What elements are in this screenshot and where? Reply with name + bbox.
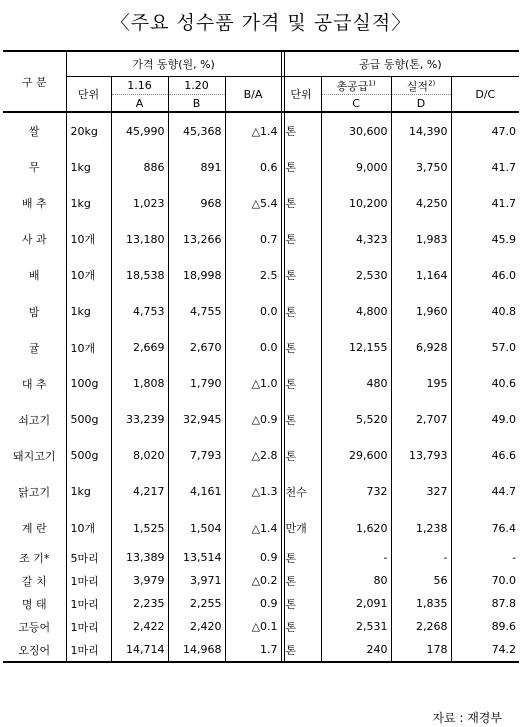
header-total-supply: 총공급$^{1)}$ bbox=[321, 77, 391, 95]
row-value-a: 2,422 bbox=[111, 615, 168, 638]
row-price-unit: 100g bbox=[66, 366, 111, 402]
row-value-dc: 70.0 bbox=[451, 569, 519, 592]
row-item: 귤 bbox=[28, 341, 40, 355]
row-value-ba: 0.6 bbox=[225, 149, 281, 185]
row-supply-unit: 톤 bbox=[281, 330, 321, 366]
row-item: 갈 치 bbox=[21, 574, 47, 588]
row-price-unit: 1kg bbox=[66, 185, 111, 221]
row-value-ba: △0.2 bbox=[225, 569, 281, 592]
row-supply-unit: 톤 bbox=[281, 638, 321, 662]
table-row bbox=[3, 474, 519, 510]
row-value-dc: 76.4 bbox=[451, 510, 519, 546]
row-supply-unit: 톤 bbox=[281, 592, 321, 615]
row-value-a: 2,235 bbox=[111, 592, 168, 615]
row-value-dc: 40.6 bbox=[451, 366, 519, 402]
row-value-b: 13,266 bbox=[168, 221, 225, 257]
row-value-c: 30,600 bbox=[321, 112, 391, 149]
row-value-b: 3,971 bbox=[168, 569, 225, 592]
table-body bbox=[3, 112, 519, 662]
row-value-d: 327 bbox=[391, 474, 451, 510]
row-supply-unit: 톤 bbox=[281, 293, 321, 329]
row-supply-unit: 천수 bbox=[281, 474, 321, 510]
row-value-ba: △1.0 bbox=[225, 366, 281, 402]
row-value-b: 968 bbox=[168, 185, 225, 221]
header-category: 구 분 bbox=[3, 51, 66, 112]
row-item: 배 추 bbox=[21, 197, 47, 211]
row-value-dc: 49.0 bbox=[451, 402, 519, 438]
row-value-c: 4,323 bbox=[321, 221, 391, 257]
row-value-a: 3,979 bbox=[111, 569, 168, 592]
header-supply-group: 공급 동향(톤, %) bbox=[281, 51, 519, 77]
row-value-a: 13,389 bbox=[111, 546, 168, 569]
table-row bbox=[3, 221, 519, 257]
table-row bbox=[3, 592, 519, 615]
row-price-unit: 10개 bbox=[66, 221, 111, 257]
row-value-dc: 47.0 bbox=[451, 112, 519, 149]
row-value-c: 29,600 bbox=[321, 438, 391, 474]
page-title: 〈주요 성수품 가격 및 공급실적〉 bbox=[110, 12, 412, 34]
row-item: 계 란 bbox=[21, 522, 47, 536]
table-row bbox=[3, 366, 519, 402]
table-row bbox=[3, 112, 519, 149]
header-actual: 실적$^{2)}$ bbox=[391, 77, 451, 95]
row-value-ba: △1.4 bbox=[225, 112, 281, 149]
row-value-a: 14,714 bbox=[111, 638, 168, 662]
row-value-b: 2,420 bbox=[168, 615, 225, 638]
row-value-c: - bbox=[321, 546, 391, 569]
row-item: 대 추 bbox=[21, 377, 47, 391]
row-value-a: 886 bbox=[111, 149, 168, 185]
row-price-unit: 5마리 bbox=[66, 546, 111, 569]
header-col-c: C bbox=[321, 95, 391, 113]
row-value-a: 4,753 bbox=[111, 293, 168, 329]
row-price-unit: 1kg bbox=[66, 149, 111, 185]
row-value-dc: 46.6 bbox=[451, 438, 519, 474]
row-value-ba: 0.0 bbox=[225, 330, 281, 366]
row-price-unit: 500g bbox=[66, 402, 111, 438]
row-value-b: 32,945 bbox=[168, 402, 225, 438]
row-value-ba: △1.3 bbox=[225, 474, 281, 510]
row-supply-unit: 톤 bbox=[281, 366, 321, 402]
table-row bbox=[3, 330, 519, 366]
row-value-a: 45,990 bbox=[111, 112, 168, 149]
row-value-a: 1,525 bbox=[111, 510, 168, 546]
row-value-ba: 0.9 bbox=[225, 546, 281, 569]
row-item: 닭고기 bbox=[18, 485, 51, 499]
row-value-dc: - bbox=[451, 546, 519, 569]
row-value-ba: 1.7 bbox=[225, 638, 281, 662]
row-value-d: 178 bbox=[391, 638, 451, 662]
row-item: 명 태 bbox=[21, 597, 47, 611]
row-supply-unit: 톤 bbox=[281, 149, 321, 185]
row-price-unit: 1마리 bbox=[66, 638, 111, 662]
row-supply-unit: 톤 bbox=[281, 402, 321, 438]
row-value-c: 732 bbox=[321, 474, 391, 510]
row-price-unit: 10개 bbox=[66, 510, 111, 546]
row-value-b: 4,755 bbox=[168, 293, 225, 329]
header-date1: 1.16 bbox=[111, 77, 168, 95]
header-price-unit: 단위 bbox=[66, 77, 111, 113]
row-value-b: 4,161 bbox=[168, 474, 225, 510]
row-value-d: 13,793 bbox=[391, 438, 451, 474]
row-value-b: 2,670 bbox=[168, 330, 225, 366]
row-value-a: 1,023 bbox=[111, 185, 168, 221]
row-item: 고등어 bbox=[18, 620, 51, 634]
header-price-group: 가격 동향(원, %) bbox=[66, 51, 281, 77]
row-value-d: 2,268 bbox=[391, 615, 451, 638]
row-value-d: 3,750 bbox=[391, 149, 451, 185]
row-value-d: 1,238 bbox=[391, 510, 451, 546]
row-item: 쌀 bbox=[3, 112, 66, 149]
table-row bbox=[3, 569, 519, 592]
row-item: 오징어 bbox=[3, 638, 66, 662]
row-value-dc: 57.0 bbox=[451, 330, 519, 366]
row-value-a: 4,217 bbox=[111, 474, 168, 510]
row-item: 배 bbox=[28, 269, 40, 283]
row-value-c: 2,531 bbox=[321, 615, 391, 638]
header-supply-unit: 단위 bbox=[281, 77, 321, 113]
row-value-d: 1,983 bbox=[391, 221, 451, 257]
row-item: 사 과 bbox=[21, 233, 47, 247]
row-value-ba: △0.9 bbox=[225, 402, 281, 438]
row-value-dc: 40.8 bbox=[451, 293, 519, 329]
row-value-b: 45,368 bbox=[168, 112, 225, 149]
row-value-d: - bbox=[391, 546, 451, 569]
row-value-d: 1,835 bbox=[391, 592, 451, 615]
header-col-d: D bbox=[391, 95, 451, 113]
row-value-c: 2,530 bbox=[321, 257, 391, 293]
row-value-c: 12,155 bbox=[321, 330, 391, 366]
row-supply-unit: 톤 bbox=[281, 569, 321, 592]
row-value-ba: 0.7 bbox=[225, 221, 281, 257]
table-row bbox=[3, 615, 519, 638]
header-col-a: A bbox=[111, 95, 168, 113]
header-ba: B/A bbox=[225, 77, 281, 113]
row-value-dc: 74.2 bbox=[451, 638, 519, 662]
row-value-c: 480 bbox=[321, 366, 391, 402]
row-value-ba: △1.4 bbox=[225, 510, 281, 546]
source-note: 자료 : 재경부 bbox=[432, 711, 502, 725]
row-value-d: 4,250 bbox=[391, 185, 451, 221]
row-value-a: 2,669 bbox=[111, 330, 168, 366]
header-date2: 1.20 bbox=[168, 77, 225, 95]
row-value-ba: 2.5 bbox=[225, 257, 281, 293]
row-supply-unit: 톤 bbox=[281, 438, 321, 474]
row-value-b: 18,998 bbox=[168, 257, 225, 293]
row-price-unit: 1마리 bbox=[66, 569, 111, 592]
row-price-unit: 1마리 bbox=[66, 615, 111, 638]
row-value-ba: △5.4 bbox=[225, 185, 281, 221]
price-supply-table bbox=[3, 50, 519, 663]
row-price-unit: 1kg bbox=[66, 293, 111, 329]
row-supply-unit: 톤 bbox=[281, 546, 321, 569]
row-value-d: 1,960 bbox=[391, 293, 451, 329]
row-value-dc: 89.6 bbox=[451, 615, 519, 638]
row-value-b: 1,504 bbox=[168, 510, 225, 546]
row-item: 돼지고기 bbox=[12, 449, 56, 463]
row-value-d: 14,390 bbox=[391, 112, 451, 149]
row-value-d: 1,164 bbox=[391, 257, 451, 293]
row-value-c: 4,800 bbox=[321, 293, 391, 329]
row-value-d: 2,707 bbox=[391, 402, 451, 438]
row-price-unit: 10개 bbox=[66, 257, 111, 293]
table-row bbox=[3, 402, 519, 438]
row-supply-unit: 톤 bbox=[281, 112, 321, 149]
row-value-d: 6,928 bbox=[391, 330, 451, 366]
table-row bbox=[3, 638, 519, 662]
table-row bbox=[3, 293, 519, 329]
row-value-a: 33,239 bbox=[111, 402, 168, 438]
row-value-b: 14,968 bbox=[168, 638, 225, 662]
row-value-b: 13,514 bbox=[168, 546, 225, 569]
row-value-d: 56 bbox=[391, 569, 451, 592]
header-col-b: B bbox=[168, 95, 225, 113]
row-value-dc: 87.8 bbox=[451, 592, 519, 615]
row-value-dc: 44.7 bbox=[451, 474, 519, 510]
row-value-b: 2,255 bbox=[168, 592, 225, 615]
row-value-c: 5,520 bbox=[321, 402, 391, 438]
row-price-unit: 20kg bbox=[66, 112, 111, 149]
table-row bbox=[3, 438, 519, 474]
row-value-a: 8,020 bbox=[111, 438, 168, 474]
row-supply-unit: 톤 bbox=[281, 615, 321, 638]
row-price-unit: 1마리 bbox=[66, 592, 111, 615]
row-price-unit: 10개 bbox=[66, 330, 111, 366]
table-row bbox=[3, 185, 519, 221]
table-row bbox=[3, 257, 519, 293]
row-supply-unit: 톤 bbox=[281, 221, 321, 257]
row-value-dc: 41.7 bbox=[451, 185, 519, 221]
header-dc: D/C bbox=[451, 77, 519, 113]
row-value-dc: 46.0 bbox=[451, 257, 519, 293]
row-value-a: 18,538 bbox=[111, 257, 168, 293]
table-row bbox=[3, 510, 519, 546]
table-row bbox=[3, 149, 519, 185]
row-value-ba: 0.9 bbox=[225, 592, 281, 615]
table-row bbox=[3, 546, 519, 569]
row-value-c: 10,200 bbox=[321, 185, 391, 221]
row-value-b: 7,793 bbox=[168, 438, 225, 474]
row-item: 쇠고기 bbox=[18, 413, 51, 427]
row-value-ba: △2.8 bbox=[225, 438, 281, 474]
row-value-c: 80 bbox=[321, 569, 391, 592]
row-value-a: 13,180 bbox=[111, 221, 168, 257]
row-value-b: 1,790 bbox=[168, 366, 225, 402]
row-value-c: 9,000 bbox=[321, 149, 391, 185]
row-value-dc: 41.7 bbox=[451, 149, 519, 185]
row-value-c: 240 bbox=[321, 638, 391, 662]
row-price-unit: 500g bbox=[66, 438, 111, 474]
row-value-c: 2,091 bbox=[321, 592, 391, 615]
row-price-unit: 1kg bbox=[66, 474, 111, 510]
row-supply-unit: 톤 bbox=[281, 185, 321, 221]
row-value-b: 891 bbox=[168, 149, 225, 185]
row-value-ba: △0.1 bbox=[225, 615, 281, 638]
row-item: 밤 bbox=[28, 305, 40, 319]
row-value-c: 1,620 bbox=[321, 510, 391, 546]
row-supply-unit: 톤 bbox=[281, 257, 321, 293]
row-value-a: 1,808 bbox=[111, 366, 168, 402]
row-item: 조 기* bbox=[19, 551, 50, 565]
row-value-d: 195 bbox=[391, 366, 451, 402]
row-value-ba: 0.0 bbox=[225, 293, 281, 329]
row-supply-unit: 만개 bbox=[281, 510, 321, 546]
row-item: 무 bbox=[28, 161, 40, 175]
row-value-dc: 45.9 bbox=[451, 221, 519, 257]
